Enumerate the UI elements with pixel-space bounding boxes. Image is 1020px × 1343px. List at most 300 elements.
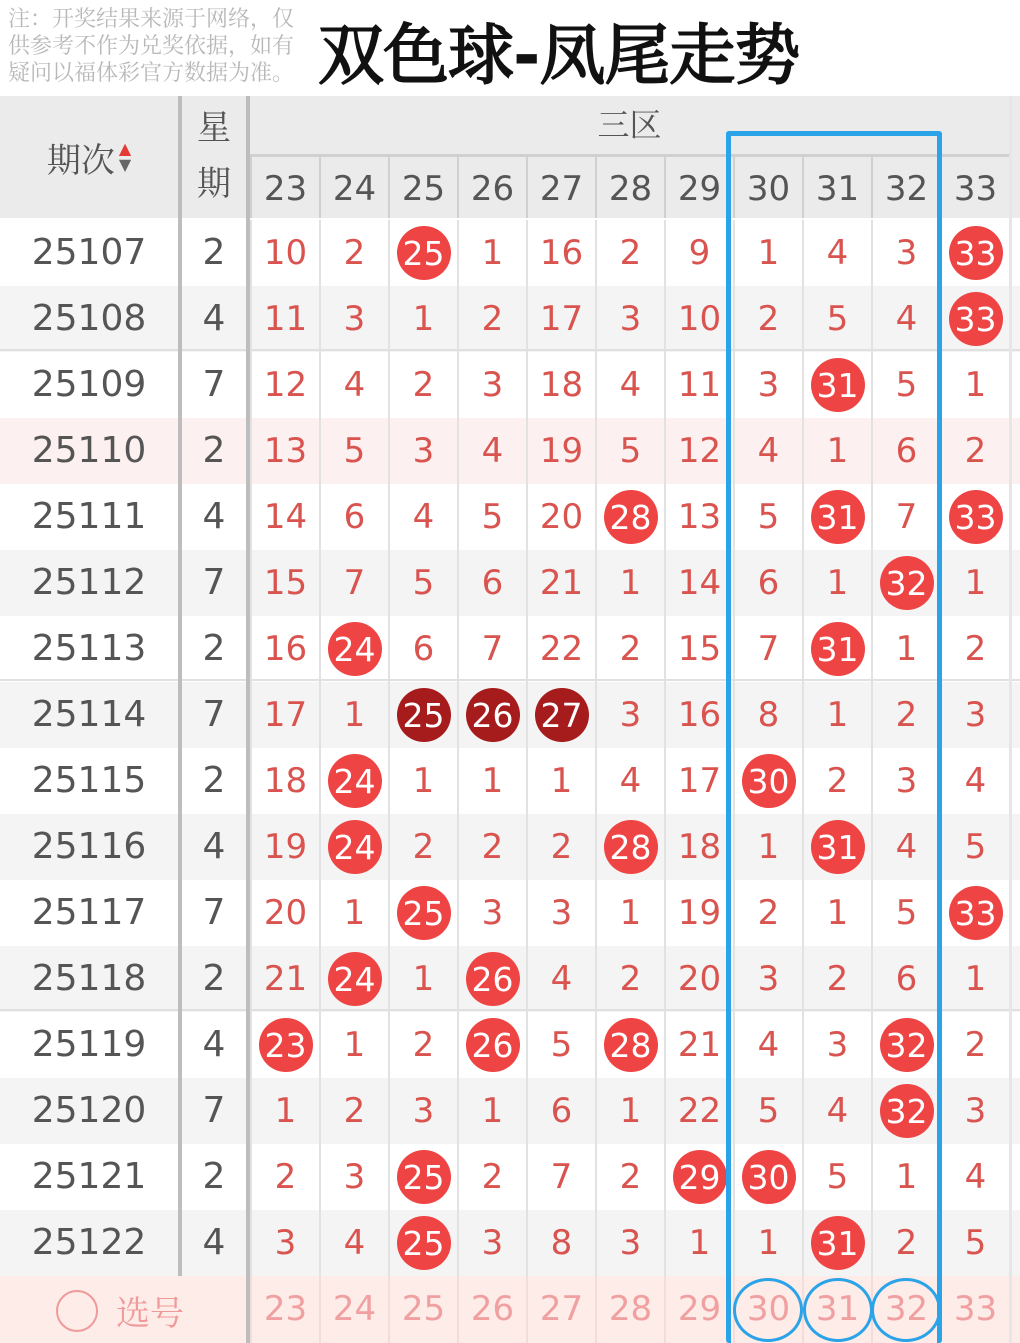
table-row bbox=[0, 1144, 1020, 1210]
table-header bbox=[0, 96, 1020, 218]
miss-count: 18 bbox=[677, 827, 722, 867]
number-cell bbox=[802, 1078, 871, 1144]
drawn-ball: 25 bbox=[397, 886, 451, 940]
number-cell bbox=[664, 1144, 733, 1210]
miss-count: 1 bbox=[412, 299, 435, 339]
period-cell: 25115 bbox=[31, 760, 147, 801]
miss-count: 6 bbox=[895, 959, 918, 999]
number-cell bbox=[457, 1144, 526, 1210]
drawn-ball: 32 bbox=[880, 1018, 934, 1072]
number-cell bbox=[802, 814, 871, 880]
number-cell bbox=[526, 352, 595, 418]
number-cell bbox=[526, 286, 595, 352]
week-header-top: 星 bbox=[197, 108, 231, 148]
drawn-ball: 33 bbox=[949, 886, 1003, 940]
number-cell bbox=[940, 1210, 1009, 1276]
select-number-26[interactable]: 26 bbox=[457, 1276, 526, 1343]
week-cell: 2 bbox=[202, 430, 226, 471]
drawn-ball: 33 bbox=[949, 490, 1003, 544]
number-cell bbox=[871, 748, 940, 814]
table-row bbox=[0, 484, 1020, 550]
table-row bbox=[0, 616, 1020, 682]
miss-count: 2 bbox=[412, 827, 435, 867]
number-cell bbox=[595, 550, 664, 616]
number-cell bbox=[457, 946, 526, 1012]
select-number-29[interactable]: 29 bbox=[664, 1276, 733, 1343]
number-cell bbox=[871, 880, 940, 946]
miss-count: 2 bbox=[826, 761, 849, 801]
miss-count: 1 bbox=[826, 893, 849, 933]
miss-count: 18 bbox=[539, 365, 584, 405]
miss-count: 1 bbox=[895, 629, 918, 669]
miss-count: 5 bbox=[895, 365, 918, 405]
number-cell bbox=[871, 1210, 940, 1276]
column-header-28: 28 bbox=[595, 154, 664, 218]
number-cell bbox=[526, 748, 595, 814]
number-cell bbox=[388, 550, 457, 616]
number-cell bbox=[526, 814, 595, 880]
select-number-24[interactable]: 24 bbox=[319, 1276, 388, 1343]
number-cell bbox=[802, 220, 871, 286]
select-number-23[interactable]: 23 bbox=[250, 1276, 319, 1343]
number-cell bbox=[733, 220, 802, 286]
miss-count: 1 bbox=[481, 761, 504, 801]
miss-count: 4 bbox=[964, 1157, 987, 1197]
miss-count: 5 bbox=[619, 431, 642, 471]
number-cell bbox=[940, 484, 1009, 550]
select-number-32[interactable]: 32 bbox=[871, 1276, 940, 1343]
number-cell bbox=[871, 616, 940, 682]
group-separator bbox=[0, 1009, 1020, 1011]
number-cell bbox=[388, 616, 457, 682]
miss-count: 1 bbox=[826, 695, 849, 735]
miss-count: 11 bbox=[263, 299, 308, 339]
page-title: 双色球-凤尾走势 bbox=[318, 17, 800, 94]
table-row bbox=[0, 1012, 1020, 1078]
miss-count: 1 bbox=[757, 1223, 780, 1263]
week-cell: 2 bbox=[202, 232, 226, 273]
number-cell bbox=[871, 814, 940, 880]
number-cell bbox=[595, 946, 664, 1012]
miss-count: 5 bbox=[964, 827, 987, 867]
number-cell bbox=[664, 352, 733, 418]
miss-count: 3 bbox=[964, 695, 987, 735]
drawn-ball: 26 bbox=[466, 688, 520, 742]
miss-count: 1 bbox=[481, 233, 504, 273]
number-cell bbox=[940, 1078, 1009, 1144]
number-cell bbox=[940, 1012, 1009, 1078]
week-cell: 4 bbox=[202, 1024, 226, 1065]
number-cell bbox=[595, 352, 664, 418]
miss-count: 2 bbox=[964, 1025, 987, 1065]
number-cell bbox=[940, 1144, 1009, 1210]
week-cell: 4 bbox=[202, 298, 226, 339]
number-cell bbox=[250, 682, 319, 748]
drawn-ball: 33 bbox=[949, 292, 1003, 346]
miss-count: 1 bbox=[619, 1091, 642, 1131]
miss-count: 5 bbox=[826, 1157, 849, 1197]
miss-count: 4 bbox=[757, 431, 780, 471]
number-cell bbox=[802, 352, 871, 418]
select-number-27[interactable]: 27 bbox=[526, 1276, 595, 1343]
miss-count: 22 bbox=[539, 629, 584, 669]
miss-count: 8 bbox=[757, 695, 780, 735]
miss-count: 3 bbox=[481, 365, 504, 405]
number-cell bbox=[664, 1210, 733, 1276]
number-cell bbox=[664, 220, 733, 286]
group-separator bbox=[0, 349, 1020, 351]
drawn-ball: 25 bbox=[397, 226, 451, 280]
miss-count: 5 bbox=[343, 431, 366, 471]
drawn-ball: 27 bbox=[535, 688, 589, 742]
miss-count: 7 bbox=[757, 629, 780, 669]
number-cell bbox=[733, 748, 802, 814]
number-cell bbox=[319, 814, 388, 880]
column-header-31: 31 bbox=[802, 154, 871, 218]
table-row bbox=[0, 1078, 1020, 1144]
number-cell bbox=[319, 484, 388, 550]
number-cell bbox=[940, 880, 1009, 946]
miss-count: 2 bbox=[412, 1025, 435, 1065]
miss-count: 5 bbox=[550, 1025, 573, 1065]
miss-count: 2 bbox=[343, 1091, 366, 1131]
miss-count: 14 bbox=[263, 497, 308, 537]
highlight-ring-30 bbox=[733, 1278, 803, 1342]
number-cell bbox=[595, 418, 664, 484]
miss-count: 1 bbox=[274, 1091, 297, 1131]
number-cell bbox=[664, 946, 733, 1012]
select-number-25[interactable]: 25 bbox=[388, 1276, 457, 1343]
number-cell bbox=[250, 286, 319, 352]
divider bbox=[1009, 96, 1012, 1343]
number-cell bbox=[871, 220, 940, 286]
miss-count: 3 bbox=[619, 695, 642, 735]
number-cell bbox=[871, 682, 940, 748]
number-cell bbox=[733, 484, 802, 550]
number-cell bbox=[802, 748, 871, 814]
number-cell bbox=[319, 1078, 388, 1144]
miss-count: 2 bbox=[412, 365, 435, 405]
drawn-ball: 26 bbox=[466, 1018, 520, 1072]
drawn-ball: 31 bbox=[811, 622, 865, 676]
period-cell: 25113 bbox=[31, 628, 147, 669]
number-cell bbox=[319, 550, 388, 616]
period-cell: 25120 bbox=[31, 1090, 147, 1131]
number-cell bbox=[250, 748, 319, 814]
number-cell bbox=[250, 1078, 319, 1144]
number-cell bbox=[457, 286, 526, 352]
miss-count: 4 bbox=[826, 1091, 849, 1131]
drawn-ball: 25 bbox=[397, 1150, 451, 1204]
miss-count: 6 bbox=[412, 629, 435, 669]
miss-count: 3 bbox=[826, 1025, 849, 1065]
number-cell bbox=[871, 1144, 940, 1210]
drawn-ball: 28 bbox=[604, 1018, 658, 1072]
number-cell bbox=[871, 484, 940, 550]
drawn-ball: 25 bbox=[397, 1216, 451, 1270]
miss-count: 2 bbox=[895, 695, 918, 735]
miss-count: 2 bbox=[964, 629, 987, 669]
miss-count: 3 bbox=[895, 761, 918, 801]
zone-header: 三区 bbox=[597, 106, 662, 144]
miss-count: 2 bbox=[481, 299, 504, 339]
period-cell: 25109 bbox=[31, 364, 147, 405]
miss-count: 2 bbox=[757, 893, 780, 933]
number-cell bbox=[319, 946, 388, 1012]
miss-count: 3 bbox=[895, 233, 918, 273]
miss-count: 3 bbox=[619, 1223, 642, 1263]
number-cell bbox=[802, 484, 871, 550]
number-cell bbox=[526, 1078, 595, 1144]
sort-up-icon: ▲ bbox=[118, 139, 132, 158]
drawn-ball: 31 bbox=[811, 490, 865, 544]
column-header-23: 23 bbox=[250, 154, 319, 218]
number-cell bbox=[940, 946, 1009, 1012]
week-cell: 7 bbox=[202, 364, 226, 405]
drawn-ball: 28 bbox=[604, 820, 658, 874]
number-cell bbox=[664, 484, 733, 550]
miss-count: 4 bbox=[895, 299, 918, 339]
miss-count: 9 bbox=[688, 233, 711, 273]
column-header-27: 27 bbox=[526, 154, 595, 218]
number-cell bbox=[388, 814, 457, 880]
select-number-button[interactable] bbox=[56, 1286, 184, 1335]
miss-count: 21 bbox=[677, 1025, 722, 1065]
miss-count: 2 bbox=[481, 1157, 504, 1197]
drawn-ball: 23 bbox=[259, 1018, 313, 1072]
number-cell bbox=[526, 484, 595, 550]
drawn-ball: 24 bbox=[328, 820, 382, 874]
week-cell: 2 bbox=[202, 1156, 226, 1197]
miss-count: 1 bbox=[688, 1223, 711, 1263]
number-cell bbox=[388, 352, 457, 418]
table-row bbox=[0, 220, 1020, 286]
miss-count: 3 bbox=[550, 893, 573, 933]
miss-count: 3 bbox=[412, 431, 435, 471]
week-cell: 7 bbox=[202, 892, 226, 933]
miss-count: 17 bbox=[539, 299, 584, 339]
number-cell bbox=[664, 616, 733, 682]
miss-count: 5 bbox=[757, 497, 780, 537]
miss-count: 1 bbox=[757, 233, 780, 273]
miss-count: 7 bbox=[481, 629, 504, 669]
number-cell bbox=[319, 748, 388, 814]
period-cell: 25112 bbox=[31, 562, 147, 603]
week-cell: 2 bbox=[202, 760, 226, 801]
number-cell bbox=[871, 550, 940, 616]
miss-count: 1 bbox=[343, 1025, 366, 1065]
number-cell bbox=[388, 1012, 457, 1078]
miss-count: 2 bbox=[757, 299, 780, 339]
number-cell bbox=[733, 682, 802, 748]
number-cell bbox=[733, 550, 802, 616]
number-cell bbox=[388, 682, 457, 748]
number-cell bbox=[388, 220, 457, 286]
select-number-30[interactable]: 30 bbox=[733, 1276, 802, 1343]
table-row bbox=[0, 352, 1020, 418]
number-cell bbox=[457, 748, 526, 814]
miss-count: 17 bbox=[263, 695, 308, 735]
number-cell bbox=[733, 286, 802, 352]
week-cell: 7 bbox=[202, 1090, 226, 1131]
number-cell bbox=[871, 418, 940, 484]
number-cell bbox=[802, 946, 871, 1012]
miss-count: 1 bbox=[757, 827, 780, 867]
number-cell bbox=[940, 418, 1009, 484]
number-cell bbox=[595, 286, 664, 352]
number-cell bbox=[871, 1078, 940, 1144]
miss-count: 5 bbox=[964, 1223, 987, 1263]
number-cell bbox=[250, 946, 319, 1012]
sort-icon[interactable] bbox=[119, 141, 131, 173]
miss-count: 6 bbox=[895, 431, 918, 471]
miss-count: 21 bbox=[263, 959, 308, 999]
week-column-header bbox=[182, 96, 246, 218]
table-row bbox=[0, 682, 1020, 748]
number-cell bbox=[940, 550, 1009, 616]
number-cell bbox=[871, 1012, 940, 1078]
number-cell bbox=[388, 484, 457, 550]
number-cell bbox=[664, 286, 733, 352]
miss-count: 19 bbox=[677, 893, 722, 933]
number-cell bbox=[250, 352, 319, 418]
miss-count: 6 bbox=[550, 1091, 573, 1131]
number-cell bbox=[388, 286, 457, 352]
miss-count: 3 bbox=[757, 959, 780, 999]
miss-count: 2 bbox=[619, 629, 642, 669]
number-cell bbox=[457, 550, 526, 616]
period-column-header[interactable] bbox=[0, 96, 178, 218]
miss-count: 1 bbox=[412, 959, 435, 999]
miss-count: 19 bbox=[263, 827, 308, 867]
number-cell bbox=[319, 1012, 388, 1078]
drawn-ball: 31 bbox=[811, 358, 865, 412]
miss-count: 12 bbox=[677, 431, 722, 471]
miss-count: 1 bbox=[481, 1091, 504, 1131]
column-header-30: 30 bbox=[733, 154, 802, 218]
period-cell: 25110 bbox=[31, 430, 147, 471]
number-cell bbox=[664, 814, 733, 880]
number-cell bbox=[664, 682, 733, 748]
table-row bbox=[0, 550, 1020, 616]
number-cell bbox=[388, 1210, 457, 1276]
miss-count: 10 bbox=[677, 299, 722, 339]
miss-count: 12 bbox=[263, 365, 308, 405]
drawn-ball: 24 bbox=[328, 622, 382, 676]
disclaimer-note: 注：开奖结果来源于网络，仅供参考不作为兑奖依据，如有疑问以福体彩官方数据为准。 bbox=[8, 7, 295, 86]
number-cell bbox=[526, 1210, 595, 1276]
column-header-29: 29 bbox=[664, 154, 733, 218]
number-cell bbox=[526, 682, 595, 748]
number-cell bbox=[940, 748, 1009, 814]
week-cell: 4 bbox=[202, 826, 226, 867]
number-cell bbox=[871, 286, 940, 352]
table-row bbox=[0, 880, 1020, 946]
number-cell bbox=[388, 1078, 457, 1144]
number-cell bbox=[526, 946, 595, 1012]
number-cell bbox=[664, 550, 733, 616]
miss-count: 6 bbox=[343, 497, 366, 537]
week-header-bottom: 期 bbox=[197, 164, 231, 204]
number-cell bbox=[595, 220, 664, 286]
number-cell bbox=[595, 1144, 664, 1210]
miss-count: 2 bbox=[619, 959, 642, 999]
number-cell bbox=[250, 418, 319, 484]
miss-count: 3 bbox=[412, 1091, 435, 1131]
number-cell bbox=[526, 550, 595, 616]
number-cell bbox=[595, 1012, 664, 1078]
period-header-label: 期次 bbox=[46, 140, 115, 181]
number-cell bbox=[250, 550, 319, 616]
miss-count: 16 bbox=[539, 233, 584, 273]
period-cell: 25121 bbox=[31, 1156, 147, 1197]
miss-count: 1 bbox=[964, 365, 987, 405]
number-cell bbox=[457, 880, 526, 946]
miss-count: 1 bbox=[964, 959, 987, 999]
number-cell bbox=[940, 286, 1009, 352]
week-cell: 4 bbox=[202, 496, 226, 537]
number-cell bbox=[457, 484, 526, 550]
number-cell bbox=[457, 814, 526, 880]
number-cell bbox=[664, 1012, 733, 1078]
drawn-ball: 25 bbox=[397, 688, 451, 742]
number-cell bbox=[595, 814, 664, 880]
number-cell bbox=[802, 880, 871, 946]
miss-count: 2 bbox=[619, 233, 642, 273]
period-cell: 25118 bbox=[31, 958, 147, 999]
table-row bbox=[0, 286, 1020, 352]
number-cell bbox=[319, 880, 388, 946]
number-cell bbox=[457, 220, 526, 286]
miss-count: 22 bbox=[677, 1091, 722, 1131]
number-cell bbox=[526, 616, 595, 682]
miss-count: 7 bbox=[343, 563, 366, 603]
number-cell bbox=[388, 880, 457, 946]
select-number-31[interactable]: 31 bbox=[802, 1276, 871, 1343]
select-number-28[interactable]: 28 bbox=[595, 1276, 664, 1343]
select-number-33[interactable]: 33 bbox=[940, 1276, 1009, 1343]
number-cell bbox=[940, 220, 1009, 286]
number-cell bbox=[664, 1078, 733, 1144]
miss-count: 2 bbox=[343, 233, 366, 273]
miss-count: 16 bbox=[263, 629, 308, 669]
miss-count: 4 bbox=[412, 497, 435, 537]
miss-count: 10 bbox=[263, 233, 308, 273]
miss-count: 2 bbox=[274, 1157, 297, 1197]
week-cell: 2 bbox=[202, 628, 226, 669]
drawn-ball: 28 bbox=[604, 490, 658, 544]
period-cell: 25117 bbox=[31, 892, 147, 933]
miss-count: 4 bbox=[343, 1223, 366, 1263]
miss-count: 1 bbox=[619, 563, 642, 603]
miss-count: 5 bbox=[757, 1091, 780, 1131]
miss-count: 2 bbox=[826, 959, 849, 999]
number-cell bbox=[664, 418, 733, 484]
drawn-ball: 24 bbox=[328, 754, 382, 808]
miss-count: 21 bbox=[539, 563, 584, 603]
miss-count: 6 bbox=[481, 563, 504, 603]
number-cell bbox=[733, 616, 802, 682]
number-cell bbox=[526, 418, 595, 484]
period-cell: 25122 bbox=[31, 1222, 147, 1263]
number-cell bbox=[664, 748, 733, 814]
miss-count: 1 bbox=[964, 563, 987, 603]
number-cell bbox=[250, 484, 319, 550]
group-separator bbox=[0, 679, 1020, 681]
miss-count: 3 bbox=[343, 1157, 366, 1197]
column-header-26: 26 bbox=[457, 154, 526, 218]
miss-count: 1 bbox=[343, 893, 366, 933]
